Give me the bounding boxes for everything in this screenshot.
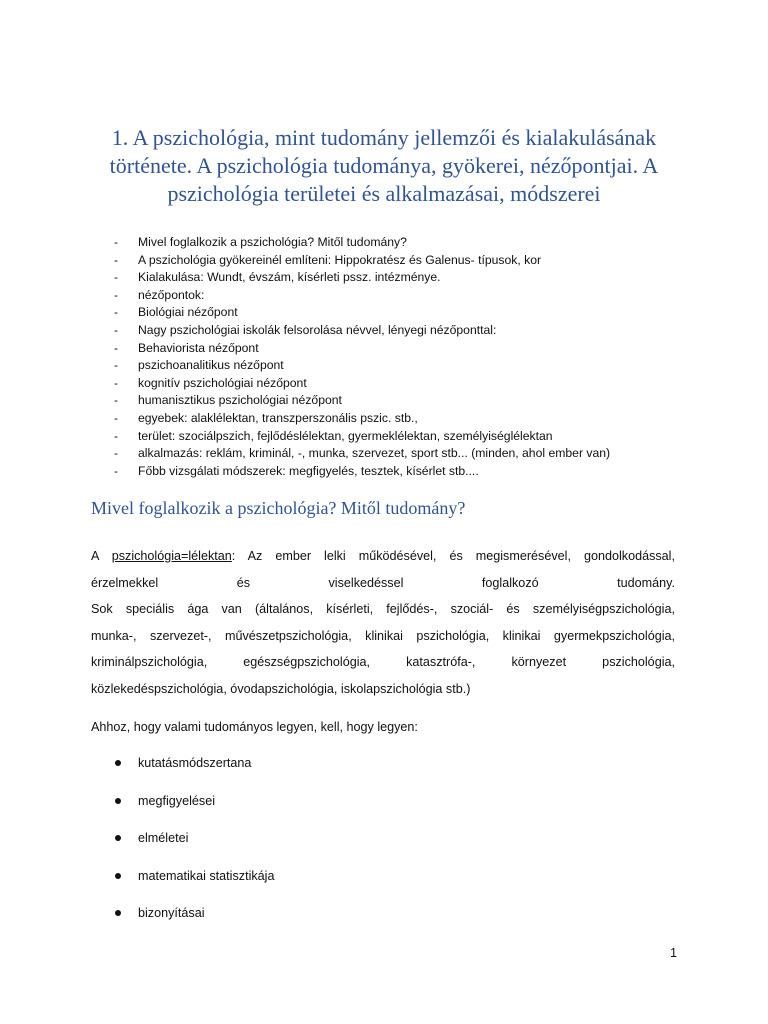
- main-heading-line-2: története. A pszichológia tudománya, gyökerei, nézőpontjai. A: [109, 153, 659, 178]
- section-heading: Mivel foglalkozik a pszichológia? Mitől tudomány?: [91, 498, 466, 518]
- outline-item: [114, 410, 674, 428]
- outline-item-text: Nagy pszichológiai iskolák felsorolása névvel, lényegi nézőponttal:: [138, 322, 497, 337]
- main-heading: [80, 124, 688, 208]
- outline-item-text: terület: szociálpszich, fejlődéslélektan, gyermeklélektan, személyiséglélektan: [138, 428, 553, 443]
- outline-item: [114, 322, 674, 340]
- outline-item-text: pszichoanalitikus nézőpont: [138, 358, 284, 373]
- topic-outline-list: [114, 234, 674, 480]
- requirements-bullet-list: [114, 750, 274, 938]
- outline-item: [114, 428, 674, 446]
- paragraph-line: közlekedéspszichológia, óvodapszichológia, iskolapszichológia stb.): [91, 681, 471, 696]
- dash-marker: -: [114, 235, 119, 249]
- outline-item: [114, 287, 674, 305]
- outline-item-text: A pszichológia gyökereinél említeni: Hippokratész és Galenus- típusok, kor: [138, 252, 542, 267]
- dash-marker: -: [114, 270, 119, 285]
- outline-item: [114, 269, 674, 287]
- dash-marker: -: [114, 463, 119, 478]
- outline-item: [114, 357, 674, 375]
- outline-item: [114, 445, 674, 463]
- outline-item-text: humanisztikus pszichológiai nézőpont: [138, 393, 342, 408]
- dash-marker: -: [114, 340, 119, 355]
- bullet-item-text: matematikai statisztikája: [138, 868, 275, 883]
- dash-marker: -: [114, 305, 119, 320]
- paragraph-line: kriminálpszichológia, egészségpszichológia, katasztrófa-, környezet pszichológia,: [91, 655, 675, 670]
- outline-item-text: Mivel foglalkozik a pszichológia? Mitől tudomány?: [138, 235, 407, 249]
- outline-item: [114, 340, 674, 358]
- main-heading-line-3: pszichológia területei és alkalmazásai, módszerei: [167, 181, 601, 206]
- bullet-item: [114, 863, 274, 901]
- bullet-item: [114, 825, 274, 863]
- paragraph-prefix: A: [91, 549, 112, 563]
- bullet-dot-icon: [115, 760, 121, 766]
- dash-marker: -: [114, 287, 119, 302]
- definition-paragraph: [91, 543, 675, 703]
- dash-marker: -: [114, 252, 119, 267]
- bullet-dot-icon: [115, 873, 121, 879]
- dash-marker: -: [114, 322, 119, 337]
- paragraph-line: Sok speciális ága van (általános, kísérleti, fejlődés-, szociál- és személyiségpszichológia,: [91, 602, 675, 617]
- bullet-dot-icon: [115, 910, 121, 916]
- outline-item-text: alkalmazás: reklám, kriminál, -, munka, szervezet, sport stb... (minden, ahol ember van): [138, 446, 611, 461]
- outline-item-text: Főbb vizsgálati módszerek: megfigyelés, tesztek, kísérlet stb....: [138, 463, 479, 478]
- outline-item: [114, 392, 674, 410]
- bullet-item-text: kutatásmódszertana: [138, 756, 252, 770]
- bullet-item-text: elméletei: [138, 831, 189, 845]
- outline-item-text: Kialakulása: Wundt, évszám, kísérleti pssz. intézménye.: [138, 270, 441, 285]
- dash-marker: -: [114, 446, 119, 461]
- outline-item-text: kognitív pszichológiai nézőpont: [138, 375, 307, 390]
- dash-marker: -: [114, 375, 119, 390]
- paragraph-line: munka-, szervezet-, művészetpszichológia, klinikai pszichológia, klinikai gyermekpszichológia,: [91, 628, 675, 643]
- bullet-item: [114, 788, 274, 826]
- dash-marker: -: [114, 410, 119, 425]
- paragraph-text: : Az ember lelki működésével, és megismerésével, gondolkodással,: [231, 549, 675, 563]
- outline-item: [114, 304, 674, 322]
- bullet-item-text: bizonyításai: [138, 906, 205, 920]
- outline-item-text: egyebek: alaklélektan, transzperszonális pszic. stb.,: [138, 410, 418, 425]
- outline-item-text: Biológiai nézőpont: [138, 305, 238, 320]
- outline-item: [114, 463, 674, 481]
- outline-item-text: nézőpontok:: [138, 287, 205, 302]
- dash-marker: -: [114, 393, 119, 408]
- dash-marker: -: [114, 358, 119, 373]
- outline-item-text: Behaviorista nézőpont: [138, 340, 259, 355]
- outline-item: [114, 252, 674, 270]
- outline-item: [114, 234, 674, 252]
- outline-item: [114, 375, 674, 393]
- paragraph-line: [91, 543, 675, 570]
- bullet-item-text: megfigyelései: [138, 793, 216, 808]
- bullet-dot-icon: [115, 798, 121, 804]
- paragraph-line: érzelmekkel és viselkedéssel foglalkozó tudomány.: [91, 575, 675, 590]
- requirements-intro-paragraph: Ahhoz, hogy valami tudományos legyen, kell, hogy legyen:: [91, 720, 418, 734]
- bullet-dot-icon: [115, 835, 121, 841]
- main-heading-line-1: 1. A pszichológia, mint tudomány jellemzői és kialakulásának: [111, 125, 657, 150]
- underlined-term: pszichológia=lélektan: [111, 549, 232, 563]
- page-number: 1: [669, 946, 677, 960]
- dash-marker: -: [114, 428, 119, 443]
- bullet-item: [114, 750, 274, 788]
- bullet-item: [114, 900, 274, 938]
